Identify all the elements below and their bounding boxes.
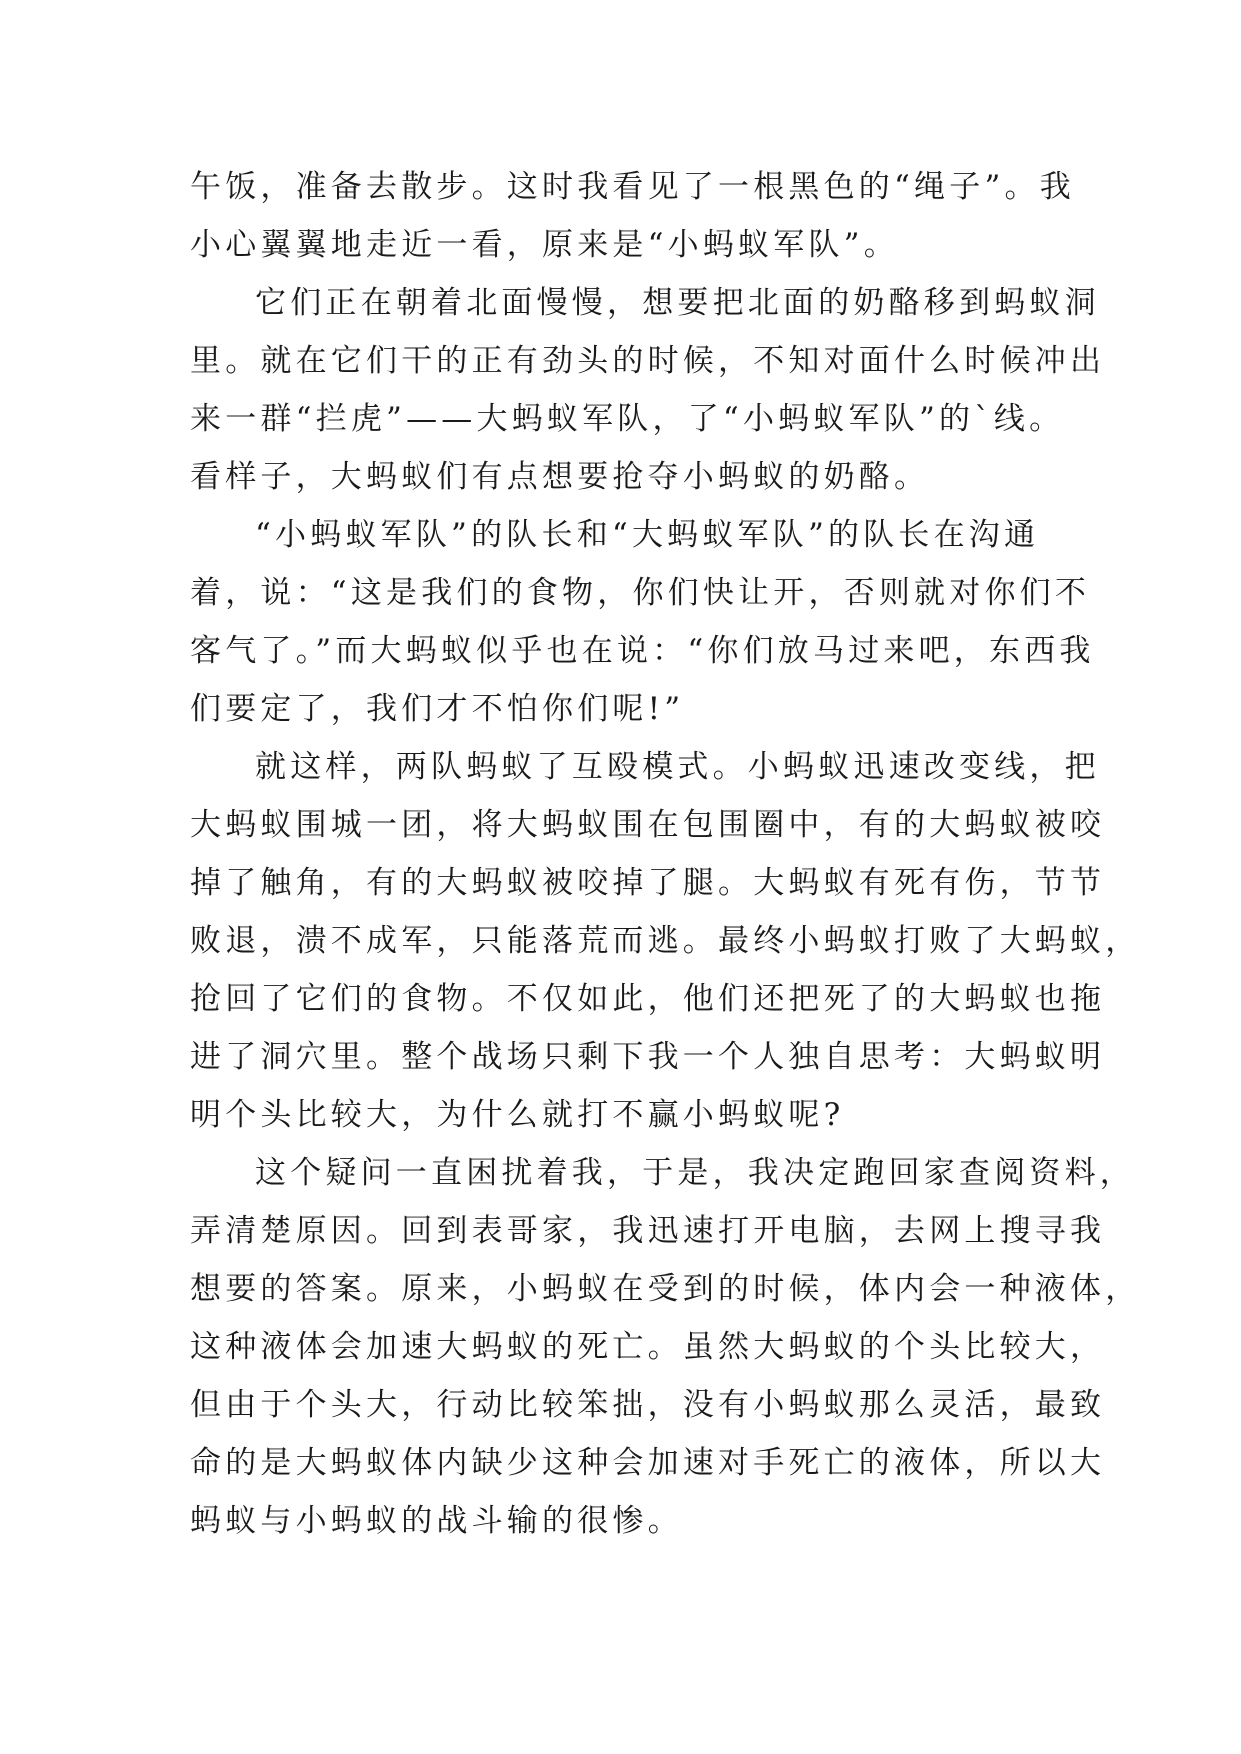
- text-line: 掉了触角，有的大蚂蚁被咬掉了腿。大蚂蚁有死有伤，节节: [190, 865, 1106, 901]
- text-line: 但由于个头大，行动比较笨拙，没有小蚂蚁那么灵活，最致: [190, 1387, 1106, 1423]
- text-line: 弄清楚原因。回到表哥家，我迅速打开电脑，去网上搜寻我: [190, 1213, 1106, 1249]
- text-line: 进了洞穴里。整个战场只剩下我一个人独自思考：大蚂蚁明: [190, 1039, 1106, 1075]
- article-body: [190, 158, 1141, 1550]
- text-line: 这种液体会加速大蚂蚁的死亡。虽然大蚂蚁的个头比较大，: [190, 1329, 1106, 1365]
- text-line: 着，说：“这是我们的食物，你们快让开，否则就对你们不: [190, 575, 1091, 611]
- text-line: 们要定了，我们才不怕你们呢!”: [190, 691, 685, 727]
- text-line: 来一群“拦虎”——大蚂蚁军队，了“小蚂蚁军队”的`线。: [190, 401, 1065, 437]
- text-line: 客气了。”而大蚂蚁似乎也在说：“你们放马过来吧，东西我: [190, 633, 1095, 669]
- text-line: 明个头比较大，为什么就打不赢小蚂蚁呢?: [190, 1097, 845, 1133]
- text-line: 这个疑问一直困扰着我，于是，我决定跑回家查阅资料，: [255, 1155, 1135, 1191]
- text-line: 就这样，两队蚂蚁了互殴模式。小蚂蚁迅速改变线，把: [255, 749, 1100, 785]
- text-line: 命的是大蚂蚁体内缺少这种会加速对手死亡的液体，所以大: [190, 1445, 1106, 1481]
- text-line: 抢回了它们的食物。不仅如此，他们还把死了的大蚂蚁也拖: [190, 981, 1106, 1017]
- text-line: 里。就在它们干的正有劲头的时候，不知对面什么时候冲出: [190, 343, 1106, 379]
- text-line: 它们正在朝着北面慢慢，想要把北面的奶酪移到蚂蚁洞: [255, 285, 1100, 321]
- text-line: 蚂蚁与小蚂蚁的战斗输的很惨。: [190, 1503, 683, 1539]
- text-line: 小心翼翼地走近一看，原来是“小蚂蚁军队”。: [190, 227, 899, 263]
- text-line: 看样子，大蚂蚁们有点想要抢夺小蚂蚁的奶酪。: [190, 459, 930, 495]
- text-line: 败退，溃不成军，只能落荒而逃。最终小蚂蚁打败了大蚂蚁，: [190, 923, 1141, 959]
- text-line: 午饭，准备去散步。这时我看见了一根黑色的“绳子”。我: [190, 169, 1075, 205]
- text-line: “小蚂蚁军队”的队长和“大蚂蚁军队”的队长在沟通: [255, 517, 1040, 553]
- text-line: 想要的答案。原来，小蚂蚁在受到的时候，体内会一种液体，: [190, 1271, 1141, 1307]
- text-line: 大蚂蚁围城一团，将大蚂蚁围在包围圈中，有的大蚂蚁被咬: [190, 807, 1106, 843]
